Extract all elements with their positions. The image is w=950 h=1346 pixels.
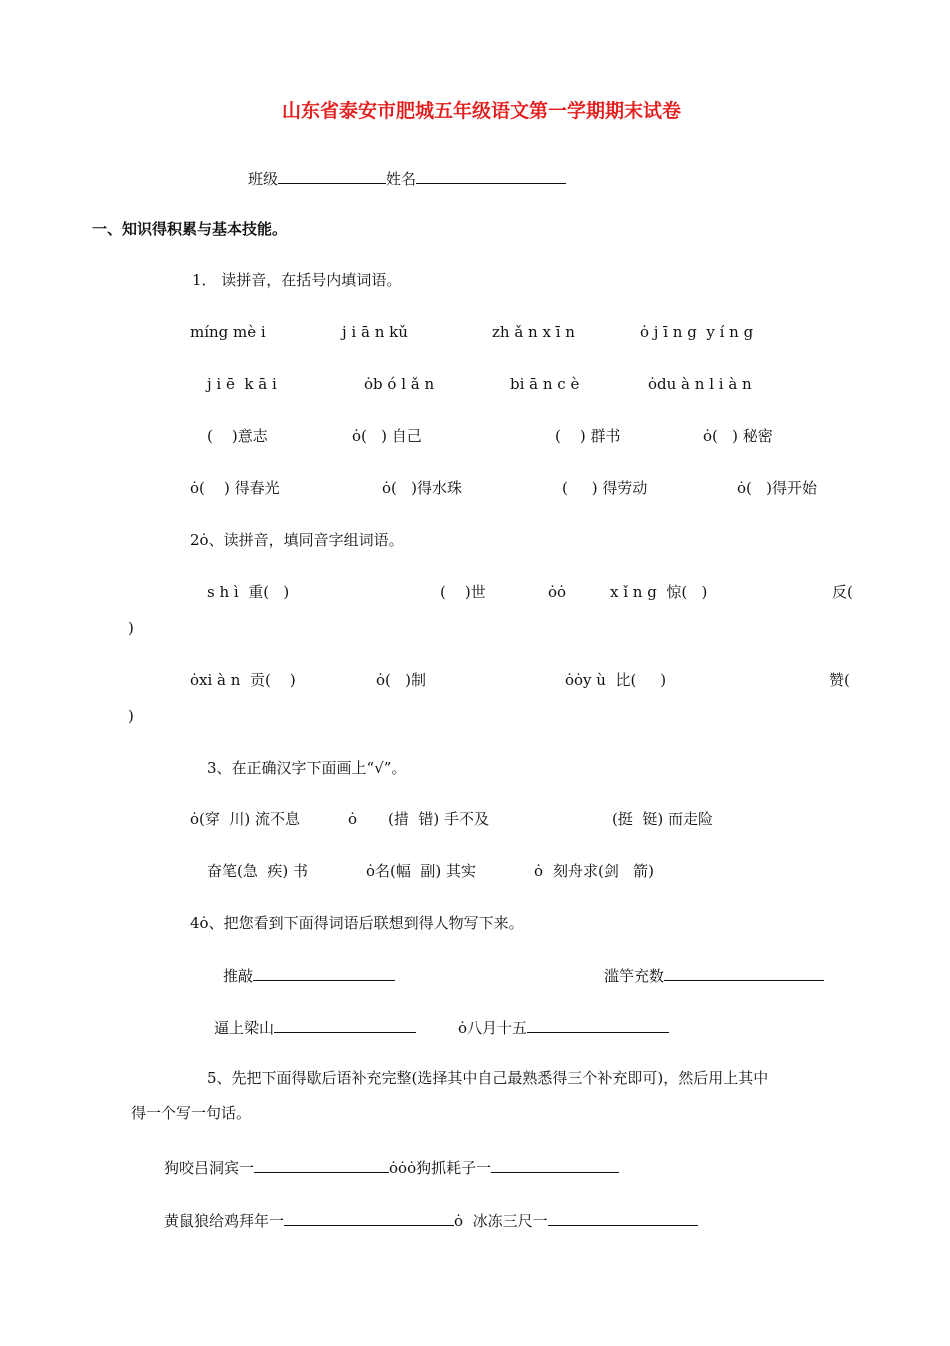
fill-blank-item[interactable]: ( )世 bbox=[440, 583, 486, 601]
xiehouyu-item bbox=[164, 1210, 698, 1231]
section-heading: 一、知识得积累与基本技能。 bbox=[92, 220, 288, 238]
answer-blank[interactable] bbox=[253, 965, 395, 981]
pinyin-item: ȯb ó l ǎ n bbox=[364, 375, 435, 393]
name-blank[interactable] bbox=[416, 168, 566, 184]
answer-blank[interactable] bbox=[254, 1157, 389, 1173]
answer-blank[interactable] bbox=[284, 1210, 454, 1226]
pinyin-item: zh ǎ n x ī n bbox=[492, 323, 575, 341]
class-blank[interactable] bbox=[278, 168, 386, 184]
pinyin-item: j i ā n kǔ bbox=[342, 323, 408, 341]
choice-item[interactable]: 刻舟求(剑 箭) bbox=[553, 862, 655, 880]
item-label: 狗咬吕洞宾一 bbox=[164, 1159, 255, 1177]
pinyin-item: bi ā n c è bbox=[510, 375, 580, 393]
fill-blank-item[interactable]: 反( bbox=[832, 583, 853, 601]
class-label: 班级 bbox=[248, 170, 279, 188]
fill-blank-item[interactable]: ȯ( )制 bbox=[376, 671, 427, 689]
pinyin-item: j i ē k ā i bbox=[207, 375, 277, 393]
fill-blank-item[interactable]: ( )意志 bbox=[207, 427, 268, 445]
question-4-prompt: 4ȯ、把您看到下面得词语后联想到得人物写下来。 bbox=[190, 914, 524, 932]
association-item bbox=[214, 1017, 416, 1038]
fill-blank-item[interactable]: ȯxi à n 贡( ) bbox=[190, 671, 296, 689]
fill-blank-item[interactable]: s h ì 重( ) bbox=[207, 583, 290, 601]
item-label: ȯ 冰冻三尺一 bbox=[454, 1212, 548, 1230]
pinyin-item: míng mè i bbox=[190, 323, 266, 341]
wrap-text: ) bbox=[128, 619, 134, 637]
fill-blank-item[interactable]: x ǐ n g 惊( ) bbox=[610, 583, 708, 601]
fill-blank-item[interactable]: 赞( bbox=[829, 671, 850, 689]
answer-blank[interactable] bbox=[274, 1017, 416, 1033]
item-label: ȯȯȯ狗抓耗子一 bbox=[389, 1159, 492, 1177]
question-2-prompt: 2ȯ、读拼音，填同音字组词语。 bbox=[190, 531, 404, 549]
question-1-prompt: 1． 读拼音，在括号内填词语。 bbox=[192, 271, 402, 289]
pinyin-item: ȯ j ī n g y í n g bbox=[640, 323, 754, 341]
name-label: 姓名 bbox=[386, 170, 417, 188]
answer-blank[interactable] bbox=[527, 1017, 669, 1033]
fill-blank-item[interactable]: ȯ( )得水珠 bbox=[382, 479, 463, 497]
page-title: 山东省泰安市肥城五年级语文第一学期期末试卷 bbox=[282, 100, 682, 122]
association-item bbox=[223, 965, 395, 986]
item-label: ȯ八月十五 bbox=[458, 1019, 528, 1037]
placeholder-glyph: ȯ bbox=[348, 810, 358, 828]
item-label: 推敲 bbox=[223, 967, 254, 985]
association-item bbox=[458, 1017, 669, 1038]
placeholder-glyph: ȯȯ bbox=[548, 583, 567, 601]
choice-item[interactable]: (措 错) 手不及 bbox=[388, 810, 490, 828]
fill-blank-item[interactable]: ȯ( ) 秘密 bbox=[703, 427, 773, 445]
question-5-prompt-wrap: 得一个写一句话。 bbox=[131, 1104, 252, 1122]
placeholder-glyph: ȯ bbox=[534, 862, 544, 880]
choice-item[interactable]: ȯ(穿 川) 流不息 bbox=[190, 810, 301, 828]
fill-blank-item[interactable]: ( ) 得劳动 bbox=[562, 479, 648, 497]
question-3-prompt: 3、在正确汉字下面画上“√”。 bbox=[207, 759, 407, 777]
fill-blank-item[interactable]: ȯ( ) 自己 bbox=[352, 427, 422, 445]
fill-blank-item[interactable]: ȯ( ) 得春光 bbox=[190, 479, 280, 497]
item-label: 滥竽充数 bbox=[604, 967, 665, 985]
header-fields bbox=[248, 168, 566, 189]
choice-item[interactable]: 奋笔(急 疾) 书 bbox=[207, 862, 309, 880]
question-5-prompt: 5、先把下面得歇后语补充完整(选择其中自己最熟悉得三个补充即可)，然后用上其中 bbox=[207, 1069, 769, 1087]
pinyin-item: ȯdu à n l i à n bbox=[648, 375, 752, 393]
association-item bbox=[604, 965, 824, 986]
item-label: 逼上梁山 bbox=[214, 1019, 275, 1037]
xiehouyu-item bbox=[164, 1157, 619, 1178]
choice-item[interactable]: ȯ名(幅 副) 其实 bbox=[366, 862, 477, 880]
answer-blank[interactable] bbox=[548, 1210, 698, 1226]
fill-blank-item[interactable]: ( ) 群书 bbox=[555, 427, 621, 445]
answer-blank[interactable] bbox=[491, 1157, 619, 1173]
item-label: 黄鼠狼给鸡拜年一 bbox=[164, 1212, 285, 1230]
fill-blank-item[interactable]: ȯȯy ù 比( ) bbox=[565, 671, 667, 689]
fill-blank-item[interactable]: ȯ( )得开始 bbox=[737, 479, 818, 497]
wrap-text: ) bbox=[128, 707, 134, 725]
choice-item[interactable]: (挺 铤) 而走险 bbox=[612, 810, 714, 828]
answer-blank[interactable] bbox=[664, 965, 824, 981]
